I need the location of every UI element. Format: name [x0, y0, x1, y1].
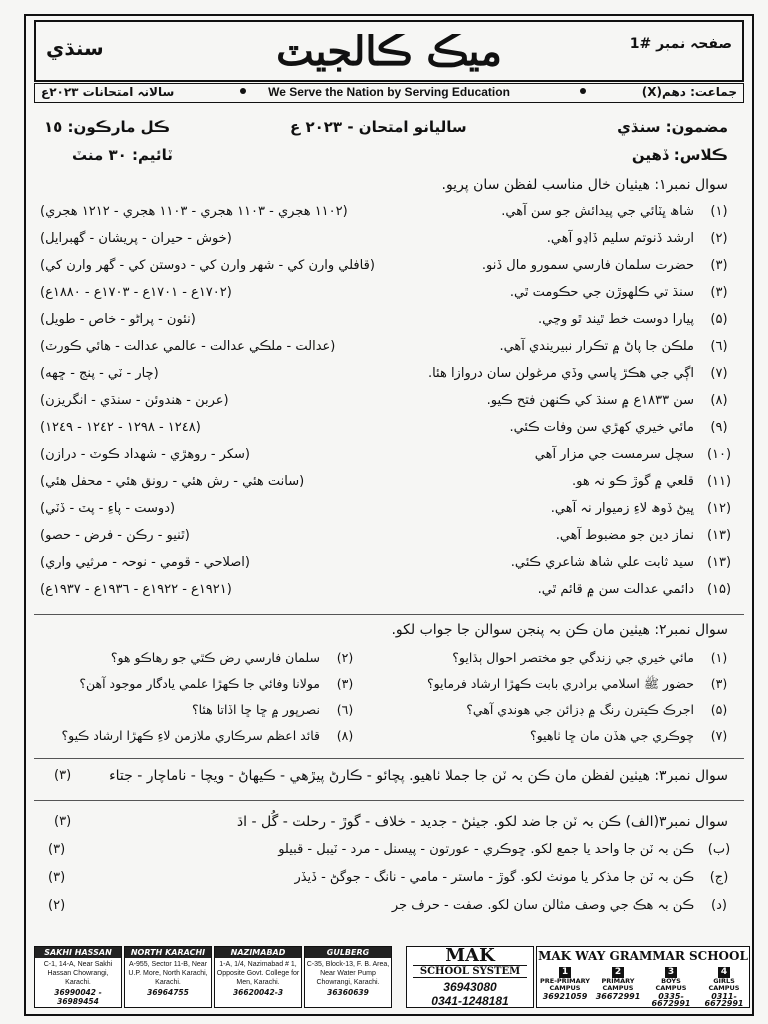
item-options: (خوش - حيران - پريشان - گهبرايل) — [40, 231, 232, 246]
mak-phone: 36943080 — [443, 980, 497, 994]
item-question: شاھ ڀٽائي جي پيدائش جو سن آھي. — [501, 204, 694, 219]
item-question: مولانا وفائي جا ڪهڙا علمي يادگار موجود آهن؟ — [79, 676, 320, 691]
campus-number: 3 — [665, 967, 677, 978]
q4-item — [34, 870, 734, 894]
divider — [34, 614, 744, 615]
item-question: دائمي عدالت سن ۾ قائم ٿي. — [537, 582, 694, 597]
q2-item — [20, 728, 360, 752]
q4-item — [34, 842, 734, 866]
q2-item — [20, 702, 360, 726]
campus-address: C-35, Block-13, F. B. Area, Near Water Pump Chowrangi, Karachi. — [306, 961, 390, 986]
item-options: (عربن - هندوئن - سنڌي - انگريزن) — [40, 393, 229, 408]
item-number: (٩) — [710, 420, 728, 435]
total-marks: ڪل مارڪون: ١٥ — [44, 118, 171, 136]
q1-item — [34, 474, 734, 498]
q2-heading: سوال نمبر٢: هيٺين مان ڪن بہ پنجن سوالن جا جواب لکو. — [391, 622, 728, 638]
item-question: مائي خيري جي زندگي جو مختصر احوال ٻڌايو؟ — [452, 650, 694, 665]
q1-item — [34, 447, 734, 471]
q2-item — [20, 650, 360, 674]
campus-name: NAZIMABAD — [215, 947, 301, 958]
item-number: (١۵) — [706, 582, 732, 597]
q3-marks: (٣) — [54, 768, 72, 783]
campus-name: GULBERG — [305, 947, 391, 958]
item-question: قلعي ۾ گوڙ ڪو نہ هو. — [571, 474, 694, 489]
subject-tag: سنڌي — [46, 36, 104, 60]
item-number: (۵) — [710, 702, 728, 717]
mak-subtitle: SCHOOL SYSTEM — [413, 965, 527, 978]
item-question: پيارا دوست خط ٿيند ٿو وڃي. — [537, 312, 694, 327]
item-options: (١١٠٢ هجري - ١١٠٣ هجري - ١١٠٣ هجري - ١٢١٢ هجري) — [40, 204, 348, 219]
way-school-box — [536, 946, 750, 1008]
item-number: (٣) — [336, 676, 354, 691]
item-question: نصرپور ۾ ڇا ڇا اڏاتا هئا؟ — [191, 702, 320, 717]
q1-heading: سوال نمبر١: هيٺيان خال مناسب لفظن سان پريو. — [441, 177, 728, 193]
q1-item — [34, 258, 734, 282]
item-number: (٨) — [336, 728, 354, 743]
item-options: (دوست - پاءِ - پٽ - ڏٽي) — [40, 501, 176, 516]
q1-item — [34, 366, 734, 390]
item-options: (١٧٠٢ع - ١٧٠١ع - ١٧٠٣ع - ١٨٨٠ع) — [40, 285, 232, 300]
item-number: (١) — [710, 204, 728, 219]
class-label: ڪلاس: ڏهين — [631, 146, 728, 164]
item-options: (١٢٤٨ - ١٢٩٨ - ١٢٤٢ - ١٢٤٩) — [40, 420, 201, 435]
item-question: اجرڪ ڪيترن رنگ ۾ ڊزائن جي هوندي آھي؟ — [466, 702, 694, 717]
item-question: ملڪن جا پاڻ ۾ تڪرار نبيريندي آھي. — [499, 339, 694, 354]
item-question: حضور ﷺ اسلامي برادري بابت ڪهڙا ارشاد فرمايو؟ — [426, 676, 694, 691]
grade-label: جماعت: دهم(X) — [641, 85, 737, 99]
item-number: (١٣) — [706, 528, 732, 543]
item-question: چوڪري جي هڏن مان ڇا ٺاهيو؟ — [529, 728, 694, 743]
campus-label: PRIMARY CAMPUS — [601, 977, 635, 992]
item-options: (عدالت - ملڪي عدالت - عالمي عدالت - هائي ڪورٽ) — [40, 339, 336, 354]
mak-school-box — [406, 946, 534, 1008]
item-question: ڪن بہ هڪ جي وصف مثالن سان لکو. صفت - حرف جر — [391, 898, 694, 913]
item-marks: (٣) — [48, 842, 66, 857]
item-number: (٢) — [336, 650, 354, 665]
mak-title: MAK — [445, 945, 495, 966]
item-number: (١١) — [706, 474, 732, 489]
q1-item — [34, 393, 734, 417]
item-number: (٣) — [710, 258, 728, 273]
item-number: (ب) — [707, 842, 731, 857]
item-number: (٢) — [710, 231, 728, 246]
campus-address: A-955, Sector 11-B, Near U.P. More, North Karachi, Karachi. — [128, 961, 208, 986]
item-question: ارشد ڏنوتم سليم ڏاڍو آھي. — [546, 231, 694, 246]
campus-phone: 36990042 - 36989454 — [54, 988, 102, 1006]
campus-name: SAKHI HASSAN — [35, 947, 121, 958]
q1-item — [34, 204, 734, 228]
campus-phone: 36672991 — [595, 992, 641, 1001]
campus-name: NORTH KARACHI — [125, 947, 211, 958]
q1-item — [34, 312, 734, 336]
item-question: نماز دين جو مضبوط آھي. — [555, 528, 694, 543]
motto: We Serve the Nation by Serving Education — [268, 85, 510, 99]
item-number: (ج) — [709, 870, 729, 885]
footer — [34, 946, 750, 1008]
item-options: (اصلاحي - قومي - نوحہ - مرثيي واري) — [40, 555, 250, 570]
campus-number: 4 — [718, 967, 730, 978]
q4-item — [34, 898, 734, 922]
q1-item — [34, 555, 734, 579]
q1-item — [34, 501, 734, 525]
q1-item — [34, 528, 734, 552]
divider — [34, 758, 744, 759]
campus-label: GIRLS CAMPUS — [708, 977, 740, 992]
item-number: (١٠) — [706, 447, 732, 462]
item-number: (٦) — [710, 339, 728, 354]
q1-item — [34, 231, 734, 255]
q1-item — [34, 582, 734, 606]
campus-address: 1-A, 1/4, Nazimabad # 1, Opposite Govt. College for Men, Karachi. — [216, 961, 300, 986]
item-number: (۵) — [710, 312, 728, 327]
mak-phone: 0341-1248181 — [431, 994, 509, 1008]
item-number: (٧) — [710, 728, 728, 743]
item-options: (سکر - روهڙي - شهداد ڪوٽ - درازن) — [40, 447, 250, 462]
campus-phone: 36620042-3 — [232, 988, 284, 997]
bullet-icon — [580, 88, 586, 94]
item-number: (١٣) — [706, 555, 732, 570]
way-campus — [539, 967, 591, 1000]
q4-marks: (٣) — [54, 814, 72, 829]
campus-label: BOYS CAMPUS — [655, 977, 687, 992]
item-options: (١٩٢١ع - ١٩٢٢ع - ١٩٣٦ع - ١٩٣٧ع) — [40, 582, 232, 597]
item-question: سنڌ تي ڪلهوڙن جي حڪومت ٿي. — [509, 285, 694, 300]
item-question: حضرت سلمان فارسي سمورو مال ڏنو. — [481, 258, 694, 273]
campus-phone: 0311-6672991 — [704, 992, 744, 1008]
item-question: سچل سرمست جي مزار آھي — [534, 447, 694, 462]
item-options: (ٿنيو - رڪن - فرض - حصو) — [40, 528, 190, 543]
campus-box — [214, 946, 302, 1008]
item-number: (٧) — [710, 366, 728, 381]
item-number: (٨) — [710, 393, 728, 408]
item-number: (٦) — [336, 702, 354, 717]
q2-item — [20, 676, 360, 700]
item-question: سيد ثابت علي شاھ شاعري ڪئي. — [510, 555, 694, 570]
way-campus — [698, 967, 750, 1007]
item-number: (٣) — [710, 676, 728, 691]
campus-label: PRE-PRIMARY CAMPUS — [540, 977, 590, 992]
q1-item — [34, 285, 734, 309]
header-band — [34, 83, 744, 103]
q1-item — [34, 339, 734, 363]
item-question: ڪن بہ ٽن جا واحد يا جمع لکو. ڇوڪري - عورتون - پيسنل - مرد - ٽيبل - قبيلو — [278, 842, 694, 857]
subject-label: مضمون: سنڌي — [617, 118, 728, 136]
exam-title: ساليانو امتحان - ٢٠٢٣ ع — [290, 118, 467, 136]
item-options: (قافلي وارن کي - شهر وارن کي - دوستن کي - گهر وارن کي) — [40, 258, 375, 273]
campus-phone: 36360639 — [327, 988, 369, 997]
item-options: (چار - ٽي - پنج - ڇهه) — [40, 366, 159, 381]
item-options: (سانت هئي - رش هئي - رونق هئي - محفل هئي) — [40, 474, 305, 489]
header — [34, 20, 744, 82]
way-campus — [645, 967, 697, 1007]
item-question: ڀيڻ ڏوھ لاءِ زميوار نہ آھي. — [550, 501, 694, 516]
campus-box — [124, 946, 212, 1008]
way-campus — [592, 967, 644, 1000]
item-question: ڪن بہ ٽن جا مذکر يا مونث لکو. گوڙ - ماستر - مامي - نانگ - جوگڻ - ڏيڏر — [294, 870, 694, 885]
item-number: (٣) — [710, 285, 728, 300]
item-question: سلمان فارسي رض ڪٿي جو رهاڪو هو؟ — [110, 650, 320, 665]
campus-address: C-1, 14-A, Near Sakhi Hassan Chowrangi, Karachi. — [43, 961, 113, 986]
time-label: ٽائيم: ٣٠ منٽ — [72, 146, 173, 164]
item-number: (١) — [710, 650, 728, 665]
campus-box — [304, 946, 392, 1008]
way-title: MAK WAY GRAMMAR SCHOOL — [538, 949, 748, 963]
campus-phone: 0335-6672991 — [651, 992, 691, 1008]
campus-number: 2 — [612, 967, 624, 978]
college-title: ميڪ ڪالجيٽ — [276, 28, 502, 75]
campus-phone: 36964755 — [147, 988, 189, 997]
item-number: (١٢) — [706, 501, 732, 516]
item-question: مائي خيري کهڙي سن وفات ڪئي. — [509, 420, 694, 435]
item-question: قائد اعظم سرڪاري ملازمن لاءِ ڪهڙا ارشاد ڪيو؟ — [61, 728, 320, 743]
item-marks: (٣) — [48, 870, 66, 885]
item-number: (د) — [711, 898, 727, 913]
page-number: صفحہ نمبر #1 — [629, 36, 732, 52]
campus-number: 1 — [559, 967, 571, 978]
item-marks: (٢) — [48, 898, 66, 913]
item-question: اڳي جي هڪڙ پاسي وڏي مرغولن سان دروازا هئا. — [427, 366, 694, 381]
item-options: (نئون - پراڻو - خاص - طويل) — [40, 312, 196, 327]
q1-item — [34, 420, 734, 444]
divider — [34, 800, 744, 801]
exam-year: سالانہ امتحانات ٢٠٢٣ع — [41, 85, 175, 99]
item-question: سن ١٨٣٣ع ۾ سنڌ کي ڪنهن فتح ڪيو. — [486, 393, 694, 408]
campus-box — [34, 946, 122, 1008]
q4-heading: سوال نمبر٣(الف) ڪن بہ ٽن جا ضد لکو. جيٺڻ - جديد - خلاف - گوڙ - رحلت - گُل - اڌ — [236, 814, 728, 830]
q3-heading: سوال نمبر٣: هيٺين لفظن مان ڪن بہ ٽن جا جملا ٺاهيو. پچائو - ڪارڻ پيڙهي - ڪيهاڻ - ويچا - ناماچار - جتاء — [109, 768, 728, 784]
campus-phone: 36921059 — [542, 992, 588, 1001]
